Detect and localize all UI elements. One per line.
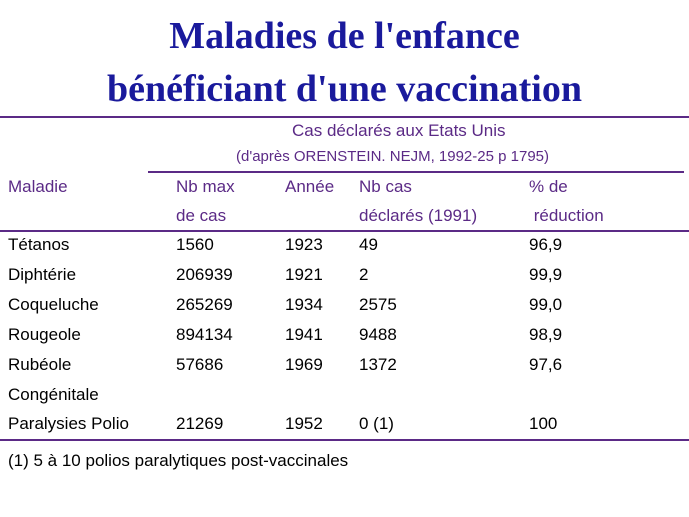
cell-annee: 1934: [285, 295, 323, 314]
cell-nbcas: 9488: [359, 325, 397, 344]
column-header-maladie: Maladie: [8, 177, 68, 196]
column-header-nbcas-line-2: déclarés (1991): [359, 206, 478, 225]
cell-reduction: 99,9: [529, 265, 563, 284]
table-bottom-rule: [0, 439, 689, 441]
cell-maladie: Paralysies Polio: [8, 414, 129, 433]
column-header-nbmax-line-2: de cas: [176, 206, 227, 225]
cell-annee: 1952: [285, 414, 323, 433]
cell-maladie: Coqueluche: [8, 295, 99, 314]
cell-nbmax: 21269: [176, 414, 224, 433]
cell-reduction: 98,9: [529, 325, 563, 344]
source-line-1: Cas déclarés aux Etats Unis: [292, 121, 506, 140]
cell-reduction: 100: [529, 414, 558, 433]
footnote: (1) 5 à 10 polios paralytiques post-vaccinales: [8, 451, 349, 470]
column-header-nbcas-line-1: Nb cas: [359, 177, 412, 196]
column-header-nbmax-line-1: Nb max: [176, 177, 235, 196]
cell-annee: 1941: [285, 325, 323, 344]
cell-maladie: Rubéole: [8, 355, 72, 374]
cell-maladie-line-2: Congénitale: [8, 385, 99, 404]
cell-nbcas: 2: [359, 265, 369, 284]
cell-maladie: Diphtérie: [8, 265, 77, 284]
cell-maladie: Rougeole: [8, 325, 81, 344]
cell-nbcas: 1372: [359, 355, 397, 374]
cell-reduction: 96,9: [529, 235, 563, 254]
cell-maladie: Tétanos: [8, 235, 70, 254]
cell-nbmax: 57686: [176, 355, 224, 374]
source-underline-rule: [148, 171, 684, 173]
page-title-line-2: bénéficiant d'une vaccination: [106, 68, 583, 110]
cell-nbmax: 1560: [176, 235, 214, 254]
table-top-rule: [0, 116, 689, 118]
cell-nbcas: 0 (1): [359, 414, 394, 433]
cell-annee: 1923: [285, 235, 323, 254]
cell-reduction: 97,6: [529, 355, 563, 374]
cell-nbmax: 206939: [176, 265, 233, 284]
header-bottom-rule: [0, 230, 689, 232]
cell-annee: 1969: [285, 355, 323, 374]
cell-nbcas: 49: [359, 235, 378, 254]
column-header-annee: Année: [285, 177, 335, 196]
cell-reduction: 99,0: [529, 295, 563, 314]
cell-nbmax: 894134: [176, 325, 233, 344]
cell-nbcas: 2575: [359, 295, 397, 314]
page-title-line-1: Maladies de l'enfance: [169, 15, 520, 57]
cell-nbmax: 265269: [176, 295, 233, 314]
column-header-reduction-line-1: % de: [529, 177, 568, 196]
cell-annee: 1921: [285, 265, 323, 284]
source-line-2: (d'après ORENSTEIN. NEJM, 1992-25 p 1795): [236, 148, 549, 165]
column-header-reduction-line-2: réduction: [529, 206, 604, 225]
